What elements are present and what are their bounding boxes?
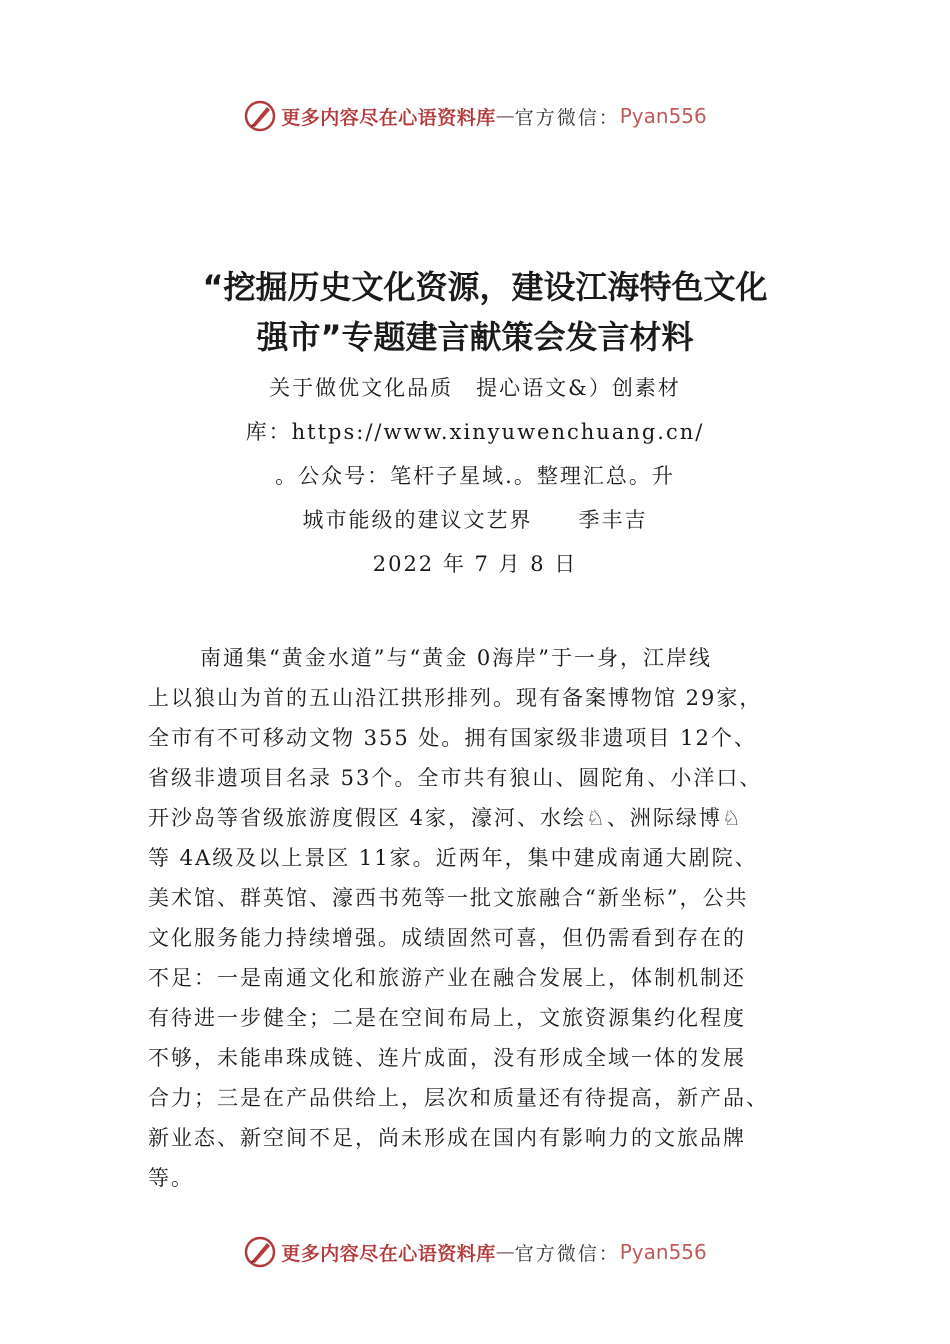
body-line: 上以狼山为首的五山沿江拱形排列。现有备案博物馆 29家， bbox=[148, 686, 763, 710]
body-line: 新业态、新空间不足，尚未形成在国内有影响力的文旅品牌 bbox=[148, 1126, 746, 1150]
banner-brand: 更多内容尽在心语资料库 bbox=[281, 106, 496, 129]
meta-line: 关于做优文化品质 提心语文&）创素材 bbox=[269, 376, 681, 400]
meta-line: 。公众号：笔杆子星域.。整理汇总。升 bbox=[275, 464, 675, 488]
body-line: 美术馆、群英馆、濠西书苑等一批文旅融合“新坐标”，公共 bbox=[148, 886, 749, 910]
title-line-2: 强市”专题建言献策会发言材料 bbox=[256, 318, 694, 356]
banner-wechat-id: Pyan556 bbox=[619, 104, 707, 128]
document-date: 2022 年 7 月 8 日 bbox=[372, 552, 578, 576]
header-banner bbox=[0, 96, 950, 136]
banner-brand: 更多内容尽在心语资料库 bbox=[281, 1242, 496, 1265]
body-paragraph bbox=[148, 638, 828, 1198]
meta-line: 城市能级的建议文艺界 季丰吉 bbox=[302, 508, 648, 532]
banner-wechat-label: 官方微信： bbox=[514, 1242, 620, 1265]
quill-pen-logo-icon bbox=[243, 99, 277, 133]
banner-wechat-id: Pyan556 bbox=[619, 1240, 707, 1264]
banner-wechat-label: 官方微信： bbox=[514, 106, 620, 129]
document-meta bbox=[0, 370, 950, 590]
footer-banner bbox=[0, 1232, 950, 1272]
body-line: 省级非遗项目名录 53个。全市共有狼山、圆陀角、小洋口、 bbox=[148, 766, 763, 790]
body-line: 开沙岛等省级旅游度假区 4家，濠河、水绘♘、洲际绿博♘ bbox=[148, 806, 743, 830]
banner-separator: — bbox=[495, 1241, 515, 1263]
body-line: 文化服务能力持续增强。成绩固然可喜，但仍需看到存在的 bbox=[148, 926, 746, 950]
body-line: 全市有不可移动文物 355 处。拥有国家级非遗项目 12个、 bbox=[148, 726, 757, 750]
body-line: 不够，未能串珠成链、连片成面，没有形成全域一体的发展 bbox=[148, 1046, 746, 1070]
meta-line: 库：https://www.xinyuwenchuang.cn/ bbox=[245, 420, 705, 444]
body-line: 等 4A级及以上景区 11家。近两年，集中建成南通大剧院、 bbox=[148, 846, 758, 870]
document-title bbox=[0, 262, 950, 362]
banner-separator: — bbox=[495, 105, 515, 127]
body-line: 不足：一是南通文化和旅游产业在融合发展上，体制机制还 bbox=[148, 966, 746, 990]
body-line: 等。 bbox=[148, 1166, 194, 1190]
body-line: 南通集“黄金水道”与“黄金 0海岸”于一身，江岸线 bbox=[200, 646, 712, 670]
body-line: 合力；三是在产品供给上，层次和质量还有待提高，新产品、 bbox=[148, 1086, 769, 1110]
title-line-1: “挖掘历史文化资源，建设江海特色文化 bbox=[202, 268, 768, 306]
body-line: 有待进一步健全；二是在空间布局上，文旅资源集约化程度 bbox=[148, 1006, 746, 1030]
quill-pen-logo-icon bbox=[243, 1235, 277, 1269]
